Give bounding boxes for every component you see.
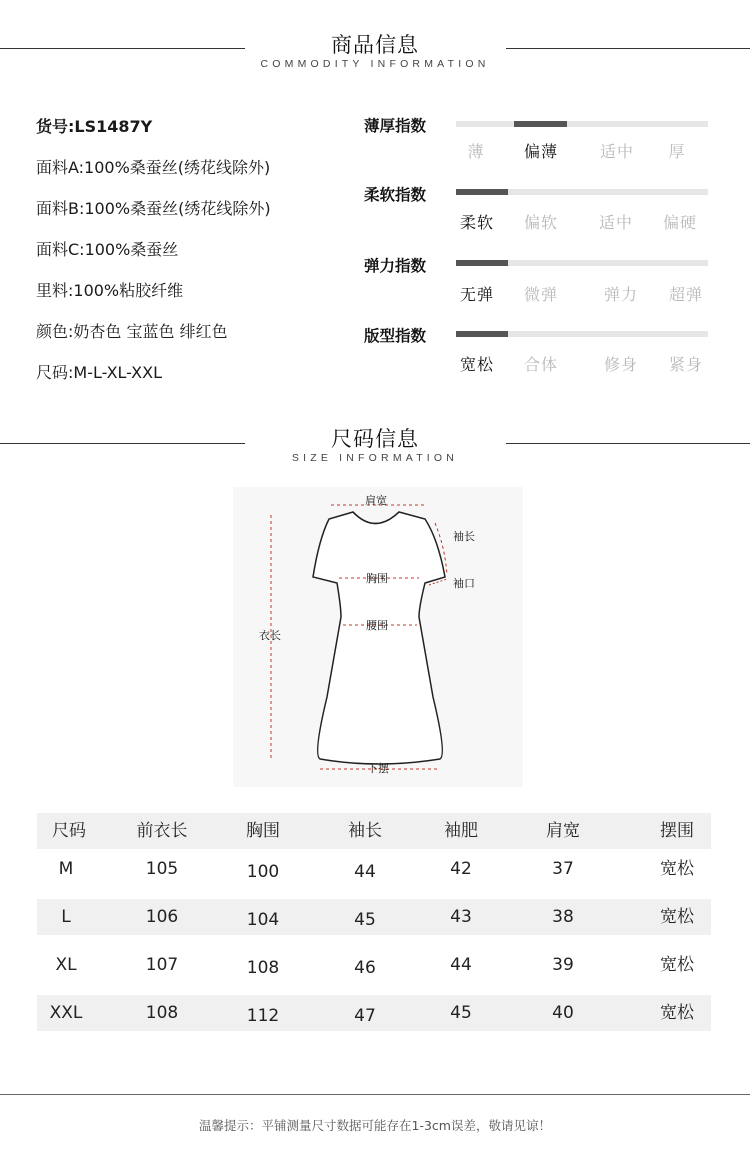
table-cell: 宽松 [660,907,694,927]
table-cell: 105 [145,859,179,879]
index-track [456,331,708,337]
index-option: 无弹 [459,285,494,304]
table-cell: 104 [246,910,280,930]
table-cell: L [61,907,71,927]
table-header-cell: 胸围 [246,821,280,841]
table-row [37,851,711,887]
footer-divider [0,1094,750,1095]
index-option: 微弹 [523,285,558,304]
table-cell: 108 [246,958,280,978]
index-option: 厚 [668,142,686,161]
index-track [456,189,708,195]
table-cell: 45 [354,910,376,930]
table-header-cell: 摆围 [660,821,694,841]
table-row [37,947,711,983]
table-cell: 44 [354,862,376,882]
table-cell: M [58,859,74,879]
table-header-cell: 前衣长 [136,821,188,841]
commodity-subtitle: COMMODITY INFORMATION [260,58,490,70]
measurement-diagram [233,487,523,787]
spec-item-size: 尺码:M-L-XL-XXL [36,363,162,382]
table-cell: 38 [552,907,574,927]
index-option: 紧身 [668,355,703,374]
commodity-title: 商品信息 [331,33,419,57]
table-cell: 47 [354,1006,376,1026]
table-cell: 100 [246,862,280,882]
sleeve-length-label: 袖长 [453,530,475,543]
table-cell: 宽松 [660,1003,694,1023]
dress-outline [313,512,445,764]
table-cell: 45 [450,1003,472,1023]
spec-item-fabric-a: 面料A:100%桑蚕丝(绣花线除外) [36,158,271,177]
index-track [456,260,708,266]
length-label: 衣长 [259,629,281,642]
table-cell: 107 [145,955,179,975]
waist-label: 腰围 [366,619,388,632]
spec-item-color: 颜色:奶杏色 宝蓝色 绯红色 [36,322,228,341]
table-row [37,995,711,1031]
spec-item-code: 货号:LS1487Y [36,117,153,136]
index-option: 修身 [603,355,638,374]
size-title: 尺码信息 [331,427,419,451]
spec-item-fabric-b: 面料B:100%桑蚕丝(绣花线除外) [36,199,271,218]
index-track [456,121,708,127]
index-option: 偏软 [523,213,558,232]
shoulder-label: 肩宽 [365,494,387,507]
index-fill [456,260,508,266]
table-cell: 39 [552,955,574,975]
table-header-row [37,813,711,849]
spec-item-lining: 里料:100%粘胶纤维 [36,281,184,300]
index-option: 适中 [599,142,634,161]
index-option: 偏薄 [523,142,558,161]
cuff-label: 袖口 [453,577,475,590]
index-option: 柔软 [459,213,494,232]
table-cell: XL [55,955,77,975]
table-header-cell: 尺码 [52,821,86,841]
index-option: 适中 [598,213,633,232]
table-cell: 宽松 [660,955,694,975]
table-cell: 40 [552,1003,574,1023]
hem-label: 下摆 [367,762,389,775]
table-header-cell: 袖长 [348,821,382,841]
index-title: 版型指数 [364,327,427,345]
table-cell: 37 [552,859,574,879]
table-cell: 46 [354,958,376,978]
table-cell: 106 [145,907,179,927]
index-option: 弹力 [603,285,638,304]
index-fill [456,189,508,195]
index-option: 宽松 [459,355,494,374]
table-cell: 宽松 [660,859,694,879]
index-title: 弹力指数 [364,257,427,275]
table-header-cell: 袖肥 [444,821,478,841]
index-option: 合体 [523,355,558,374]
index-fill [456,331,508,337]
table-header-cell: 肩宽 [546,821,580,841]
index-option: 偏硬 [662,213,697,232]
index-fill [514,121,567,127]
table-cell: 108 [145,1003,179,1023]
table-cell: 43 [450,907,472,927]
index-title: 柔软指数 [364,186,427,204]
table-cell: 42 [450,859,472,879]
spec-item-fabric-c: 面料C:100%桑蚕丝 [36,240,179,259]
table-cell: 112 [246,1006,280,1026]
table-cell: 44 [450,955,472,975]
table-row [37,899,711,935]
footer-note: 温馨提示：平铺测量尺寸数据可能存在1-3cm误差，敬请见谅！ [199,1118,551,1133]
index-option: 薄 [467,142,485,161]
index-title: 薄厚指数 [364,117,427,135]
table-cell: XXL [49,1003,83,1023]
size-subtitle: SIZE INFORMATION [291,452,459,464]
dress-illustration [233,487,523,787]
chest-label: 胸围 [366,572,388,585]
index-option: 超弹 [668,285,703,304]
